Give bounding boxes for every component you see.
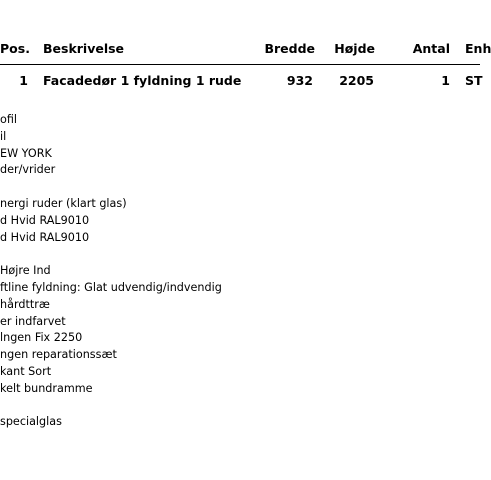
- column-header-unit: Enh: [465, 41, 491, 56]
- spec-line-blank: [0, 246, 222, 263]
- row-position: 1: [19, 73, 28, 88]
- spec-line: Højre Ind: [0, 264, 51, 278]
- spec-line: lngen Fix 2250: [0, 331, 83, 345]
- column-header-description: Beskrivelse: [43, 41, 125, 56]
- row-width: 932: [286, 73, 313, 88]
- column-header-pos: Pos.: [0, 41, 30, 56]
- spec-line: d Hvid RAL9010: [0, 230, 90, 244]
- spec-line: er indfarvet: [0, 314, 66, 328]
- spec-line: il: [0, 129, 7, 143]
- column-header-width: Bredde: [264, 41, 315, 56]
- specification-list: [0, 112, 222, 431]
- row-height: 2205: [339, 73, 374, 88]
- column-header-quantity: Antal: [412, 41, 450, 56]
- spec-line: der/vrider: [0, 163, 56, 177]
- spec-line: kant Sort: [0, 364, 52, 378]
- spec-line: kelt bundramme: [0, 381, 93, 395]
- spec-line: EW YORK: [0, 146, 52, 160]
- spec-line: ftline fyldning: Glat udvendig/indvendig: [0, 280, 222, 294]
- spec-line: d Hvid RAL9010: [0, 213, 90, 227]
- spec-line-blank: [0, 398, 222, 415]
- spec-line: hårdttræ: [0, 297, 50, 311]
- spec-line: ofil: [0, 113, 17, 126]
- column-header-height: Højde: [334, 41, 375, 56]
- spec-line-blank: [0, 179, 222, 196]
- spec-line: specialglas: [0, 415, 62, 429]
- row-description: Facadedør 1 fyldning 1 rude: [43, 73, 242, 88]
- spec-line: ngen reparationssæt: [0, 348, 117, 362]
- row-quantity: 1: [441, 73, 450, 88]
- spec-line: nergi ruder (klart glas): [0, 196, 127, 210]
- row-unit: ST: [465, 73, 483, 88]
- header-divider: [0, 64, 480, 65]
